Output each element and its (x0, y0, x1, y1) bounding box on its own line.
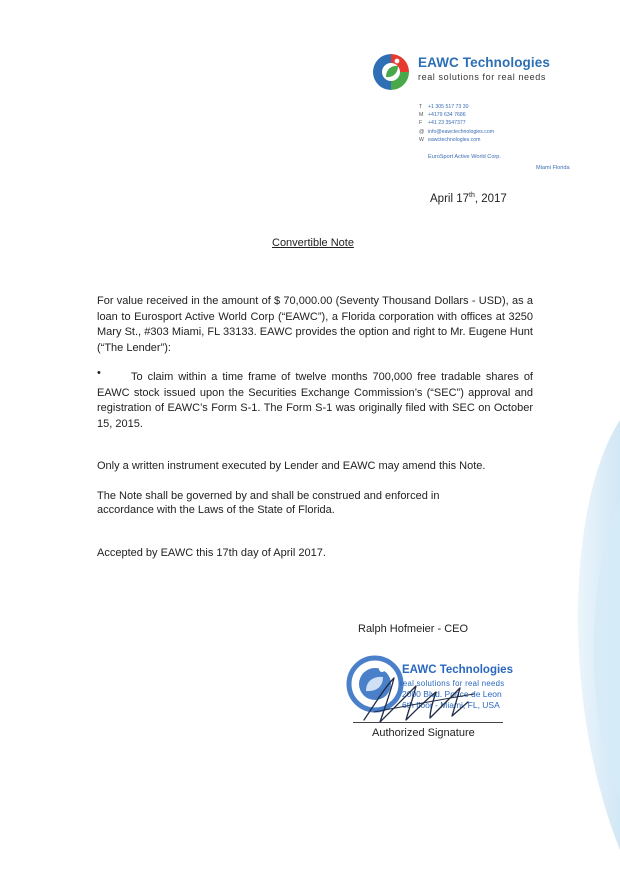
contact-phone: T +1 305 517 73 30 (419, 104, 469, 110)
company-name: EAWC Technologies (418, 55, 550, 70)
stamp-address-line-2: 6th floor - Miami, FL, USA (402, 700, 500, 710)
amendment-clause: Only a written instrument executed by Lender and EAWC may amend this Note. (97, 460, 486, 472)
contact-website[interactable]: W eawctechnologies.com (419, 136, 481, 143)
stamp-address-line-1: 2000 Blvd. Ponce de Leon (402, 689, 502, 699)
letter-date: April 17th, 2017 (430, 192, 507, 205)
company-tagline: real solutions for real needs (418, 72, 546, 82)
document-title: Convertible Note (272, 237, 354, 249)
signer-name: Ralph Hofmeier - CEO (358, 623, 469, 635)
stamp-tagline: real solutions for real needs (400, 679, 505, 688)
bullet-paragraph: To claim within a time frame of twelve months 700,000 free tradable shares of EAWC stock issued upon the Securities Exchange Commission’s (“SEC”) approval and registration of EAWC’s Form S-1. The Form S-1 was originally filed with SEC on October 15, 2015. (97, 371, 533, 430)
signature-label: Authorized Signature (372, 727, 475, 739)
company-logo-icon (371, 52, 411, 92)
contact-list (419, 103, 494, 144)
handwritten-signature (356, 672, 496, 726)
bullet-symbol: • (97, 367, 101, 379)
stamp-company-name: EAWC Technologies (402, 664, 513, 676)
contact-fax: F +41 23 3547377 (419, 120, 466, 127)
intro-paragraph: For value received in the amount of $ 70,000.00 (Seventy Thousand Dollars - USD), as a loan to Eurosport Active World Corp (“EAWC”), a Florida corporation with offices at 3250 Mary St., #303 Miami, FL 33133. EAWC provides the option and right to Mr. Eugene Hunt (“The Lender”): (97, 295, 533, 354)
acceptance-line: Accepted by EAWC this 17th day of April 2017. (97, 547, 326, 559)
governing-law-line-2: accordance with the Laws of the State of Florida. (97, 504, 335, 516)
contact-mobile: M +4179 634 7686 (419, 112, 466, 119)
signature-line (353, 722, 503, 723)
subsidiary-name: EuroSport Active World Corp. (428, 154, 501, 160)
governing-law-line-1: The Note shall be governed by and shall be construed and enforced in (97, 490, 440, 502)
subsidiary-city: Miami Florida (536, 165, 570, 171)
contact-email[interactable]: @ info@eawctechnologies.com (419, 128, 495, 135)
